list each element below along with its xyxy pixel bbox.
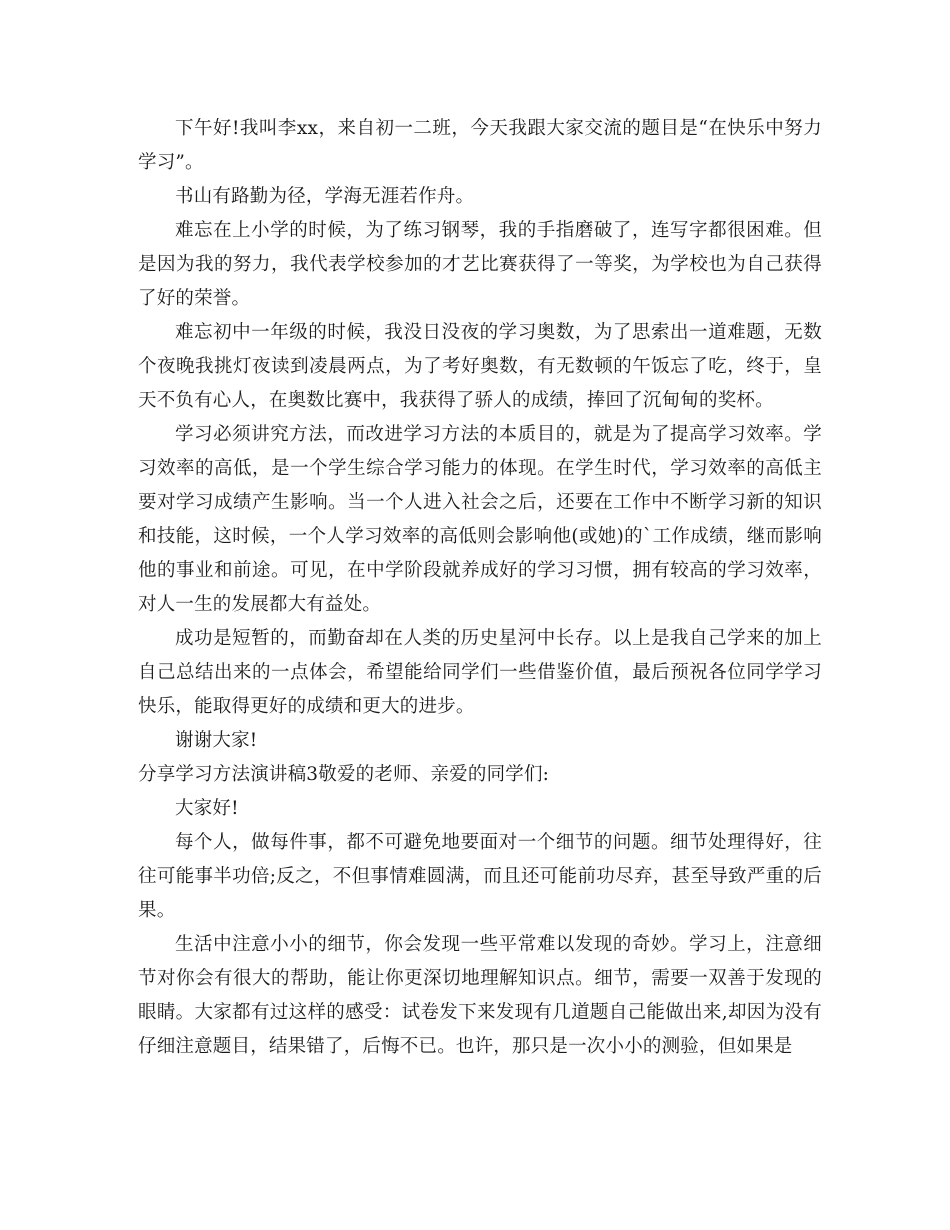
paragraph-life-details: 生活中注意小小的细节，你会发现一些平常难以发现的奇妙。学习上，注意细节对你会有很大的帮助，能让你更深切地理解知识点。细节，需要一双善于发现的眼睛。大家都有过这样的感受：试卷发下来发现有几道题自己能做出来,却因为没有仔细注意题目，结果错了，后悔不已。也许，那只是一次小小的测验，但如果是: [138, 934, 822, 1057]
section-heading: 分享学习方法演讲稿3敬爱的老师、亲爱的同学们:: [138, 764, 550, 785]
paragraph-thanks: 谢谢大家!: [175, 730, 258, 751]
document-page: [138, 112, 822, 1064]
paragraph-olympiad: 难忘初中一年级的时候，我没日没夜的学习奥数，为了思索出一道难题，无数个夜晚我挑灯夜读到凌晨两点，为了考好奥数，有无数顿的午饭忘了吃，终于，皇天不负有心人，在奥数比赛中，我获得了骄人的成绩，捧回了沉甸甸的奖杯。: [138, 322, 822, 411]
paragraph-success: 成功是短暂的，而勤奋却在人类的历史星河中长存。以上是我自己学来的加上自己总结出来的一点体会，希望能给同学们一些借鉴价值，最后预祝各位同学学习快乐，能取得更好的成绩和更大的进步。: [138, 628, 822, 717]
paragraph-details: 每个人，做每件事，都不可避免地要面对一个细节的问题。细节处理得好，往往可能事半功倍;反之，不但事情难圆满，而且还可能前功尽弃，甚至导致严重的后果。: [138, 832, 822, 921]
paragraph-piano: 难忘在上小学的时候，为了练习钢琴，我的手指磨破了，连写字都很困难。但是因为我的努力，我代表学校参加的才艺比赛获得了一等奖，为学校也为自己获得了好的荣誉。: [138, 220, 822, 309]
paragraph-proverb: 书山有路勤为径，学海无涯若作舟。: [175, 186, 475, 207]
paragraph-greeting: 下午好!我叫李xx，来自初一二班，今天我跟大家交流的题目是“在快乐中努力学习”。: [138, 118, 822, 173]
paragraph-study-method: 学习必须讲究方法，而改进学习方法的本质目的，就是为了提高学习效率。学习效率的高低，是一个学生综合学习能力的体现。在学生时代，学习效率的高低主要对学习成绩产生影响。当一个人进入社会之后，还要在工作中不断学习新的知识和技能，这时候，一个人学习效率的高低则会影响他(或她)的`工作成绩，继而影响他的事业和前途。可见，在中学阶段就养成好的学习习惯，拥有较高的学习效率，对人一生的发展都大有益处。: [138, 424, 822, 615]
paragraph-hello: 大家好!: [175, 798, 239, 819]
